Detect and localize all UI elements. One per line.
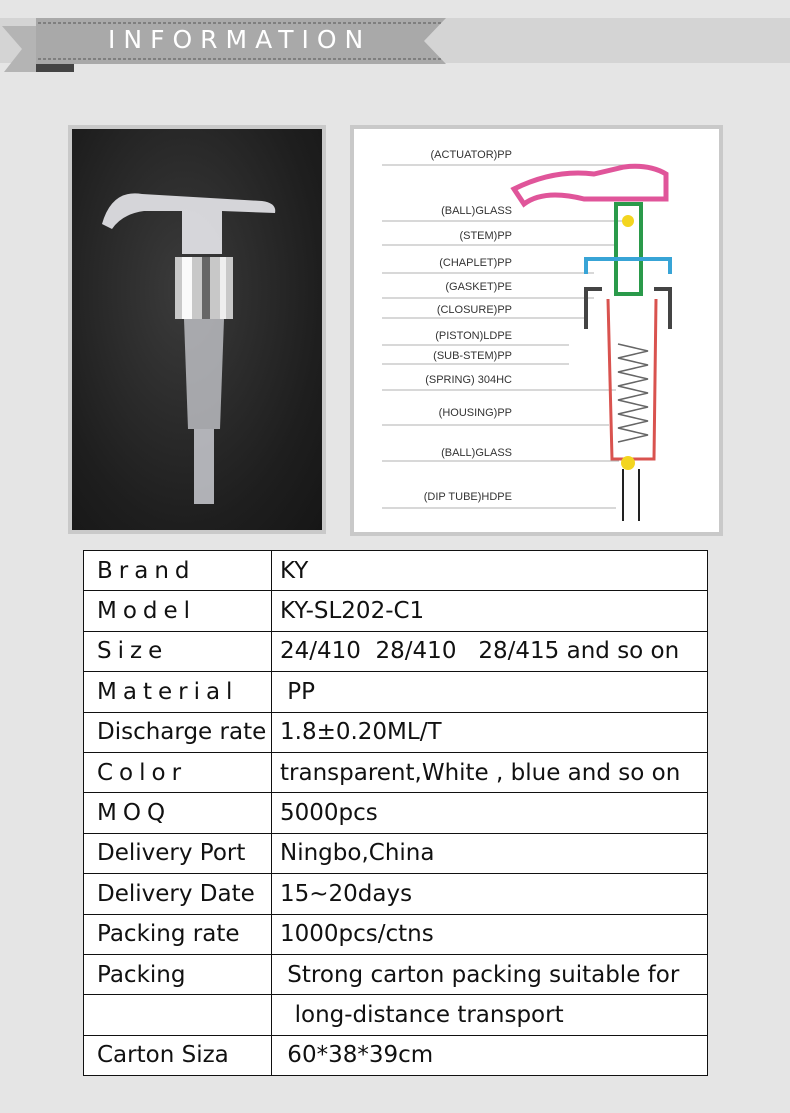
spec-label [84,995,272,1035]
label-actuator: (ACTUATOR)PP [430,149,512,161]
pump-image [72,129,322,530]
spec-row [84,954,708,994]
spec-row [84,793,708,833]
product-photo [68,125,326,534]
spec-value: KY [272,551,708,591]
spec-value: long-distance transport [272,995,708,1035]
spec-value: KY-SL202-C1 [272,591,708,631]
spec-value: 5000pcs [272,793,708,833]
spec-label: Brand [84,551,272,591]
spec-label: Material [84,672,272,712]
spec-value: Ningbo,China [272,833,708,873]
spec-value: 15~20days [272,874,708,914]
spec-table [83,550,708,1076]
label-ball-top: (BALL)GLASS [441,205,512,217]
spec-label: Model [84,591,272,631]
spec-label: Packing rate [84,914,272,954]
label-dip-tube: (DIP TUBE)HDPE [423,491,512,503]
label-housing: (HOUSING)PP [438,407,512,419]
label-gasket: (GASKET)PE [445,281,512,293]
spec-label: Size [84,631,272,671]
spec-row [84,591,708,631]
label-piston: (PISTON)LDPE [435,330,512,342]
label-stem: (STEM)PP [459,230,512,242]
spec-row [84,712,708,752]
label-chaplet: (CHAPLET)PP [439,257,512,269]
label-spring: (SPRING) 304HC [425,374,512,386]
spec-row [84,672,708,712]
spec-label: Color [84,752,272,792]
label-ball-bottom: (BALL)GLASS [441,447,512,459]
spec-label: Delivery Date [84,874,272,914]
spec-label: Packing [84,954,272,994]
spec-value: 24/410 28/410 28/415 and so on [272,631,708,671]
spec-value: 1.8±0.20ML/T [272,712,708,752]
pump-diagram [350,125,723,536]
section-title: INFORMATION [108,25,372,54]
spec-row [84,995,708,1035]
spec-row [84,874,708,914]
spec-label: Discharge rate [84,712,272,752]
spec-value: PP [272,672,708,712]
spec-label: Delivery Port [84,833,272,873]
spec-row [84,1035,708,1075]
spec-label: Carton Siza [84,1035,272,1075]
spec-row [84,833,708,873]
spec-value: transparent,White , blue and so on [272,752,708,792]
spec-row [84,752,708,792]
spec-value: 1000pcs/ctns [272,914,708,954]
spec-row [84,551,708,591]
spec-value: Strong carton packing suitable for [272,954,708,994]
spec-row [84,914,708,954]
label-closure: (CLOSURE)PP [436,304,512,316]
spec-label: MOQ [84,793,272,833]
spec-value: 60*38*39cm [272,1035,708,1075]
spec-row [84,631,708,671]
label-sub-stem: (SUB-STEM)PP [433,350,512,362]
